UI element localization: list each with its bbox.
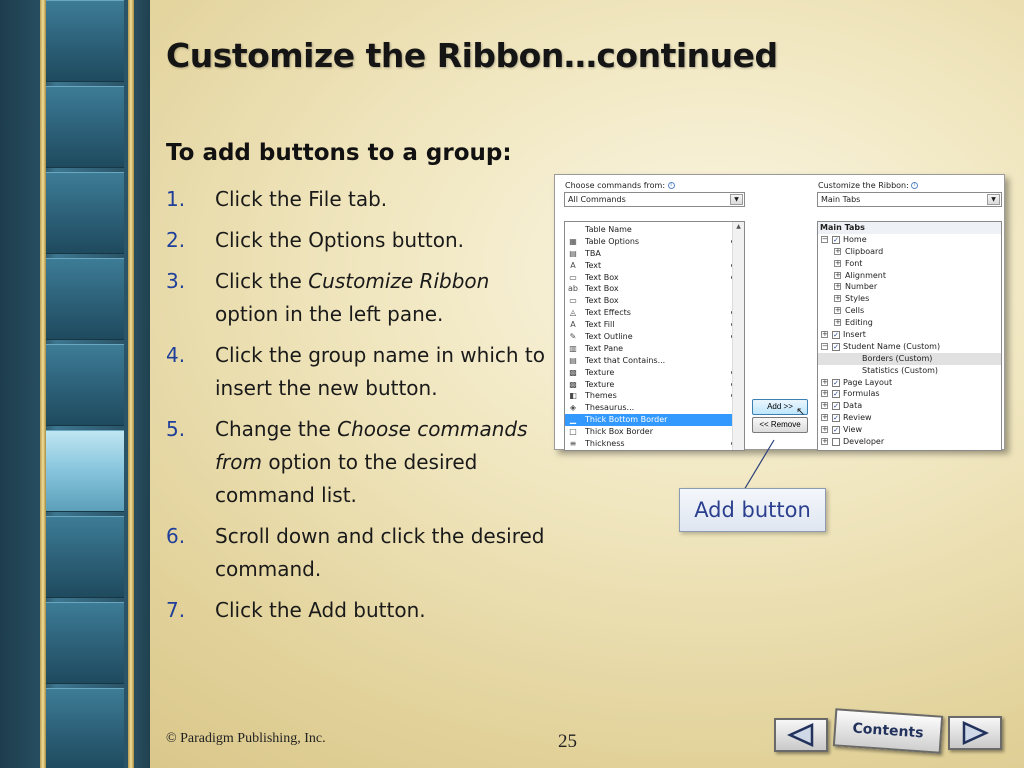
left-film-strip: [0, 0, 150, 768]
command-item[interactable]: [565, 248, 744, 260]
tree-item[interactable]: [818, 258, 1001, 270]
step-number: 2.: [166, 228, 186, 252]
copyright-footer: © Paradigm Publishing, Inc.: [166, 731, 326, 746]
strip-panel: [46, 344, 124, 426]
step-text: Click the Add button.: [215, 598, 426, 622]
add-button[interactable]: Add >>: [752, 399, 808, 415]
info-icon: i: [911, 182, 918, 189]
tree-item[interactable]: [818, 341, 1001, 353]
strip-panel: [46, 86, 124, 168]
expand-icon[interactable]: +: [822, 401, 828, 410]
tree-item[interactable]: [818, 353, 1001, 365]
chevron-down-icon[interactable]: ▼: [987, 194, 1000, 205]
checkbox-checked[interactable]: ✓: [833, 426, 839, 435]
contents-button[interactable]: Contents: [833, 708, 943, 753]
command-item[interactable]: [565, 295, 744, 307]
text-outline-icon: ✎: [569, 332, 577, 342]
thesaurus-icon: ◈: [569, 403, 577, 413]
step-emphasis: Choose commands from: [215, 417, 528, 474]
next-slide-button[interactable]: [948, 716, 1002, 750]
checkbox-checked[interactable]: ✓: [833, 414, 839, 423]
tree-item[interactable]: [818, 388, 1001, 400]
step-emphasis: Customize Ribbon: [308, 269, 490, 293]
tree-item-label: Data: [843, 401, 863, 411]
expand-icon[interactable]: +: [822, 389, 828, 398]
strip-panel: [46, 258, 124, 340]
command-item[interactable]: [565, 379, 744, 391]
choose-commands-label: Choose commands from: i: [565, 181, 675, 190]
command-label: Texture: [585, 379, 615, 389]
command-item[interactable]: [565, 402, 744, 414]
step-text: [215, 265, 546, 331]
step-text-part: option in the left pane.: [215, 302, 444, 326]
scroll-up-icon[interactable]: ▲: [736, 223, 741, 230]
themes-icon: ◧: [569, 391, 577, 401]
command-item[interactable]: [565, 272, 744, 284]
expand-icon[interactable]: +: [822, 413, 828, 422]
command-label: Thick Box Border: [585, 427, 653, 437]
checkbox-checked[interactable]: ✓: [833, 390, 839, 399]
strip-panel: [46, 172, 124, 254]
info-icon: i: [668, 182, 675, 189]
step-item: [166, 339, 546, 405]
tree-header: Main Tabs: [818, 222, 1001, 234]
strip-panel: [46, 516, 124, 598]
textbox-icon: ▭: [569, 272, 577, 282]
tree-item-label: View: [843, 425, 862, 435]
add-button-callout: Add button: [679, 488, 826, 532]
expand-icon[interactable]: +: [822, 377, 828, 386]
ribbon-tabs-tree[interactable]: [817, 221, 1002, 451]
callout-line: [740, 438, 780, 494]
collapse-icon[interactable]: −: [822, 234, 828, 243]
command-label: Table Name: [585, 225, 632, 234]
expand-icon[interactable]: +: [822, 425, 828, 434]
tree-item[interactable]: [818, 281, 1001, 293]
checkbox-checked[interactable]: ✓: [833, 342, 839, 351]
command-label: Table Options: [585, 236, 640, 246]
step-number: 5.: [166, 417, 186, 441]
chevron-down-icon[interactable]: ▼: [730, 194, 743, 205]
command-label: Thick Bottom Border: [585, 415, 668, 425]
step-text: [215, 413, 546, 512]
choose-commands-select[interactable]: All Commands ▼: [564, 192, 745, 207]
command-item[interactable]: [565, 438, 744, 450]
commands-list[interactable]: [564, 221, 745, 451]
command-item[interactable]: [565, 283, 744, 295]
command-label: Text: [585, 260, 602, 270]
tree-item-label: Statistics (Custom): [862, 365, 939, 375]
customize-ribbon-label: Customize the Ribbon: i: [818, 181, 918, 190]
command-item[interactable]: [565, 319, 744, 331]
command-label: Thesaurus...: [585, 403, 635, 413]
tree-item[interactable]: [818, 293, 1001, 305]
command-item[interactable]: [565, 355, 744, 367]
tree-item-label: Editing: [845, 318, 873, 328]
tree-item[interactable]: [818, 246, 1001, 258]
step-text-part: Click the: [215, 269, 309, 293]
command-label: Text Box: [585, 284, 619, 294]
text-effects-icon: ◬: [569, 308, 577, 318]
command-item[interactable]: [565, 236, 744, 248]
tba-icon: ▤: [569, 248, 577, 258]
command-label: Text that Contains...: [585, 355, 666, 365]
bottom-border-icon: ▁: [569, 415, 577, 425]
tree-item-label: Cells: [845, 306, 865, 316]
steps-heading: To add buttons to a group:: [166, 140, 512, 166]
checkbox-checked[interactable]: ✓: [833, 331, 839, 340]
strip-panel: [46, 602, 124, 684]
command-label: Text Box: [585, 296, 619, 306]
command-label: Text Outline: [585, 332, 633, 342]
expand-icon[interactable]: +: [835, 294, 841, 303]
tree-item-label: Font: [845, 258, 863, 268]
text-pane-icon: ▥: [569, 343, 577, 353]
strip-panel: [46, 688, 124, 768]
tree-item[interactable]: [818, 412, 1001, 424]
step-number: 6.: [166, 524, 186, 548]
previous-slide-button[interactable]: [774, 718, 828, 752]
tree-item-label: Home: [843, 234, 867, 244]
expand-icon[interactable]: +: [822, 330, 828, 339]
remove-button[interactable]: << Remove: [752, 417, 808, 433]
command-label: Text Box: [585, 272, 619, 282]
step-text-part: Change the: [215, 417, 338, 441]
command-item[interactable]: [565, 307, 744, 319]
command-label: Text Effects: [585, 308, 631, 318]
customize-ribbon-dialog: [554, 174, 1005, 450]
command-item[interactable]: [565, 367, 744, 379]
expand-icon[interactable]: +: [835, 318, 841, 327]
expand-icon[interactable]: +: [835, 270, 841, 279]
tree-item-label: Clipboard: [845, 246, 884, 256]
blank-icon: [568, 225, 578, 235]
checkbox-checked[interactable]: ✓: [833, 235, 839, 244]
tree-item[interactable]: [818, 400, 1001, 412]
step-text-part: option to the desired command list.: [215, 450, 478, 507]
expand-icon[interactable]: +: [835, 282, 841, 291]
command-item[interactable]: [565, 390, 744, 402]
step-item: [166, 413, 546, 512]
tree-item-label: Developer: [843, 437, 885, 447]
tree-item[interactable]: [818, 424, 1001, 436]
strip-panel-highlight: [46, 430, 124, 512]
step-item: [166, 183, 546, 216]
checkbox-unchecked[interactable]: [832, 438, 840, 446]
checkbox-checked[interactable]: ✓: [833, 402, 839, 411]
command-item[interactable]: [565, 331, 744, 343]
step-number: 7.: [166, 598, 186, 622]
step-item: [166, 265, 546, 331]
command-label: TBA: [585, 248, 601, 258]
tree-item-label: Formulas: [843, 389, 880, 399]
command-label: Themes: [585, 391, 617, 401]
tree-item-label: Review: [843, 413, 872, 423]
tree-item[interactable]: [818, 305, 1001, 317]
tree-item-label: Styles: [845, 294, 870, 304]
step-item: [166, 594, 546, 627]
step-text: Click the group name in which to insert the new button.: [215, 343, 545, 400]
text-fill-icon: A: [570, 320, 576, 330]
texture-icon: ▩: [569, 367, 577, 377]
expand-icon[interactable]: +: [835, 246, 841, 255]
tree-item[interactable]: [818, 329, 1001, 341]
collapse-icon[interactable]: −: [822, 341, 828, 350]
tree-item[interactable]: [818, 436, 1001, 448]
tree-item[interactable]: [818, 365, 1001, 377]
command-label: Text Pane: [585, 343, 624, 353]
step-number: 4.: [166, 343, 186, 367]
texture-icon: ▩: [569, 379, 577, 389]
command-item[interactable]: [565, 224, 744, 236]
tree-item-label: Insert: [843, 330, 866, 340]
command-item[interactable]: [565, 414, 744, 426]
command-label: Texture: [585, 367, 615, 377]
tree-item[interactable]: [818, 317, 1001, 329]
strip-rail: [128, 0, 134, 768]
tree-item-label: Student Name (Custom): [843, 341, 941, 351]
checkbox-checked[interactable]: ✓: [833, 378, 839, 387]
command-item[interactable]: [565, 343, 744, 355]
tree-item-label: Number: [845, 282, 878, 292]
commands-scrollbar[interactable]: [732, 222, 744, 450]
textbox-icon: ▭: [569, 296, 577, 306]
expand-icon[interactable]: +: [822, 437, 828, 446]
table-options-icon: ▦: [569, 236, 577, 246]
tree-item-label: Alignment: [845, 270, 886, 280]
thickness-icon: ≡: [569, 439, 577, 449]
command-item[interactable]: [565, 426, 744, 438]
mouse-pointer-icon: ↖: [796, 405, 806, 418]
step-number: 3.: [166, 269, 186, 293]
command-label: Thickness: [585, 439, 625, 449]
step-text: Click the Options button.: [215, 228, 465, 252]
step-number: 1.: [166, 187, 186, 211]
expand-icon[interactable]: +: [835, 306, 841, 315]
slide-title: Customize the Ribbon…continued: [166, 36, 778, 75]
command-item[interactable]: [565, 260, 744, 272]
step-item: [166, 224, 546, 257]
text-contains-icon: ▤: [569, 355, 577, 365]
step-text: Scroll down and click the desired command.: [215, 524, 545, 581]
textbox-ab-icon: ab: [568, 284, 578, 294]
triangle-right-icon: [950, 718, 1000, 748]
text-a-icon: A: [570, 260, 576, 270]
expand-icon[interactable]: +: [835, 258, 841, 267]
steps-list: [166, 183, 546, 635]
customize-ribbon-select[interactable]: Main Tabs ▼: [817, 192, 1002, 207]
tree-item[interactable]: [818, 377, 1001, 389]
tree-item-label: Borders (Custom): [862, 353, 933, 363]
step-text: Click the File tab.: [215, 187, 388, 211]
command-label: Text Fill: [585, 320, 615, 330]
page-number: 25: [558, 731, 577, 752]
tree-item[interactable]: [818, 270, 1001, 282]
tree-item-label: Page Layout: [843, 377, 893, 387]
strip-panel: [46, 0, 124, 82]
triangle-left-icon: [776, 720, 826, 750]
box-border-icon: □: [569, 427, 577, 437]
tree-item[interactable]: [818, 234, 1001, 246]
step-item: [166, 520, 546, 586]
